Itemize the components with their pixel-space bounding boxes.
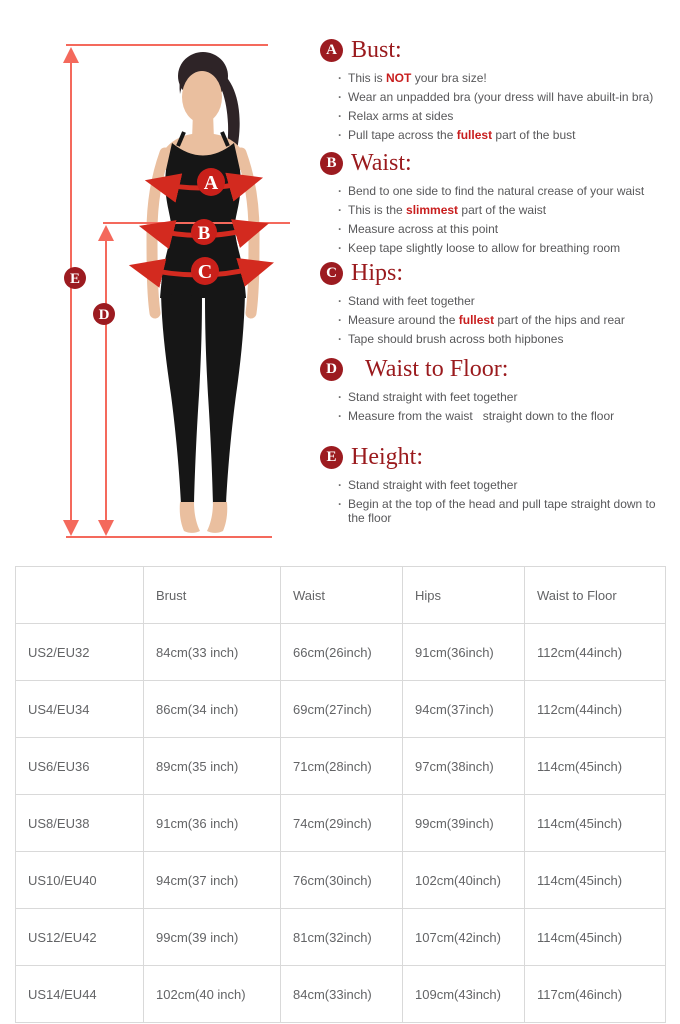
- instruction-bullet: · Keep tape slightly loose to allow for breathing room: [348, 241, 672, 255]
- waist-to-floor-badge: D: [320, 358, 343, 381]
- height-label: E: [69, 271, 81, 287]
- size-cell: US10/EU40: [16, 852, 144, 909]
- table-row: [16, 681, 666, 738]
- table-header-row: [16, 567, 666, 624]
- waist-to-floor-cell: 114cm(45inch): [525, 909, 666, 966]
- instruction-bullet: · Pull tape across the fullest part of the bust: [348, 128, 672, 142]
- waist-cell: 84cm(33inch): [281, 966, 403, 1023]
- instruction-bullet: · Stand straight with feet together: [348, 478, 672, 492]
- section-bust: [310, 36, 678, 147]
- bust-badge: A: [320, 39, 343, 62]
- table-row: [16, 624, 666, 681]
- waist-to-floor-cell: 114cm(45inch): [525, 795, 666, 852]
- size-cell: US12/EU42: [16, 909, 144, 966]
- instruction-bullet: · Measure across at this point: [348, 222, 672, 236]
- instruction-bullet: · Begin at the top of the head and pull tape straight down to the floor: [348, 497, 672, 525]
- waist-label: B: [197, 223, 211, 244]
- instruction-bullet: · Stand with feet together: [348, 294, 672, 308]
- waist-to-floor-title: Waist to Floor:: [365, 355, 509, 382]
- hips-cell: 94cm(37inch): [403, 681, 525, 738]
- header-waist: Waist: [281, 567, 403, 624]
- measurement-figure-svg: [0, 0, 310, 560]
- instruction-bullet: · Wear an unpadded bra (your dress will have abuilt-in bra): [348, 90, 672, 104]
- hips-label: C: [197, 261, 213, 283]
- waist-title: Waist:: [351, 149, 412, 176]
- waist-cell: 81cm(32inch): [281, 909, 403, 966]
- bust-cell: 86cm(34 inch): [144, 681, 281, 738]
- section-height: [310, 443, 678, 530]
- table-row: [16, 909, 666, 966]
- table-row: [16, 738, 666, 795]
- height-title: Height:: [351, 443, 423, 470]
- table-row: [16, 966, 666, 1023]
- height-badge: E: [320, 446, 343, 469]
- hips-cell: 109cm(43inch): [403, 966, 525, 1023]
- instruction-bullet: · Measure from the waist straight down to the floor: [348, 409, 672, 423]
- size-cell: US8/EU38: [16, 795, 144, 852]
- hips-cell: 102cm(40inch): [403, 852, 525, 909]
- waist-to-floor-cell: 114cm(45inch): [525, 738, 666, 795]
- waist-to-floor-cell: 117cm(46inch): [525, 966, 666, 1023]
- hips-cell: 99cm(39inch): [403, 795, 525, 852]
- waist-cell: 76cm(30inch): [281, 852, 403, 909]
- size-cell: US2/EU32: [16, 624, 144, 681]
- hips-badge: C: [320, 262, 343, 285]
- model-photo: [152, 52, 254, 533]
- size-cell: US4/EU34: [16, 681, 144, 738]
- waist-cell: 69cm(27inch): [281, 681, 403, 738]
- waist-cell: 71cm(28inch): [281, 738, 403, 795]
- measurement-figure: [0, 0, 310, 560]
- instruction-bullet: · Relax arms at sides: [348, 109, 672, 123]
- bust-cell: 99cm(39 inch): [144, 909, 281, 966]
- header-size: [16, 567, 144, 624]
- bust-cell: 102cm(40 inch): [144, 966, 281, 1023]
- section-waist-to-floor: [310, 355, 678, 428]
- bust-cell: 94cm(37 inch): [144, 852, 281, 909]
- table-row: [16, 795, 666, 852]
- header-hips: Hips: [403, 567, 525, 624]
- hips-cell: 97cm(38inch): [403, 738, 525, 795]
- measuring-instructions: [310, 0, 678, 560]
- waist-badge: B: [320, 152, 343, 175]
- instruction-bullet: · Stand straight with feet together: [348, 390, 672, 404]
- waist-to-floor-label: D: [98, 307, 110, 323]
- table-row: [16, 852, 666, 909]
- section-waist: [310, 149, 678, 260]
- instruction-bullet: · Measure around the fullest part of the hips and rear: [348, 313, 672, 327]
- size-cell: US6/EU36: [16, 738, 144, 795]
- instruction-bullet: · This is NOT your bra size!: [348, 71, 672, 85]
- waist-cell: 74cm(29inch): [281, 795, 403, 852]
- instruction-bullet: · Bend to one side to find the natural crease of your waist: [348, 184, 672, 198]
- header-bust: Brust: [144, 567, 281, 624]
- bust-title: Bust:: [351, 36, 402, 63]
- bust-cell: 84cm(33 inch): [144, 624, 281, 681]
- size-chart-table: [15, 566, 666, 1023]
- waist-cell: 66cm(26inch): [281, 624, 403, 681]
- section-hips: [310, 259, 678, 351]
- waist-to-floor-cell: 112cm(44inch): [525, 624, 666, 681]
- bust-cell: 91cm(36 inch): [144, 795, 281, 852]
- waist-to-floor-cell: 114cm(45inch): [525, 852, 666, 909]
- bust-cell: 89cm(35 inch): [144, 738, 281, 795]
- instruction-bullet: · This is the slimmest part of the waist: [348, 203, 672, 217]
- hips-title: Hips:: [351, 259, 404, 286]
- header-waist-to-floor: Waist to Floor: [525, 567, 666, 624]
- hips-cell: 91cm(36inch): [403, 624, 525, 681]
- size-cell: US14/EU44: [16, 966, 144, 1023]
- instruction-bullet: · Tape should brush across both hipbones: [348, 332, 672, 346]
- bust-label: A: [203, 172, 219, 194]
- waist-to-floor-cell: 112cm(44inch): [525, 681, 666, 738]
- hips-cell: 107cm(42inch): [403, 909, 525, 966]
